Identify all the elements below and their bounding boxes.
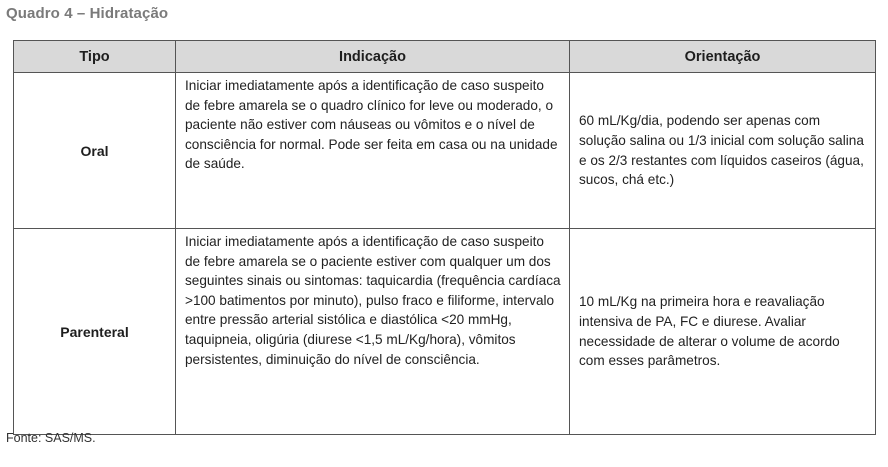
cell-orientacao: 60 mL/Kg/dia, podendo ser apenas com solução salina ou 1/3 inicial com solução salina e os 2/3 restantes com líquidos caseiros (água, sucos, chá etc.) xyxy=(570,73,876,229)
table-row xyxy=(14,229,876,435)
cell-orientacao: 10 mL/Kg na primeira hora e reavaliação intensiva de PA, FC e diurese. Avaliar necessidade de alterar o volume de acordo com esses parâmetros. xyxy=(570,229,876,435)
source-note: Fonte: SAS/MS. xyxy=(6,431,96,445)
header-orientacao: Orientação xyxy=(570,41,876,73)
cell-indicacao: Iniciar imediatamente após a identificação de caso suspeito de febre amarela se o quadro clínico for leve ou moderado, o paciente não estiver com náuseas ou vômitos e o nível de consciência for normal. Pode ser feita em casa ou na unidade de saúde. xyxy=(176,73,570,229)
header-indicacao: Indicação xyxy=(176,41,570,73)
table-title: Quadro 4 – Hidratação xyxy=(6,5,169,22)
table-header-row xyxy=(14,41,876,73)
header-tipo: Tipo xyxy=(14,41,176,73)
cell-tipo: Oral xyxy=(14,73,176,229)
table-row xyxy=(14,73,876,229)
hydration-table xyxy=(13,40,876,435)
cell-tipo: Parenteral xyxy=(14,229,176,435)
cell-indicacao: Iniciar imediatamente após a identificação de caso suspeito de febre amarela se o paciente estiver com qualquer um dos seguintes sinais ou sintomas: taquicardia (frequência cardíaca >100 batimentos por minuto), pulso fraco e filiforme, intervalo entre pressão arterial sistólica e diastólica <20 mmHg, taquipneia, oligúria (diurese <1,5 mL/Kg/hora), vômitos persistentes, diminuição do nível de consciência. xyxy=(176,229,570,435)
